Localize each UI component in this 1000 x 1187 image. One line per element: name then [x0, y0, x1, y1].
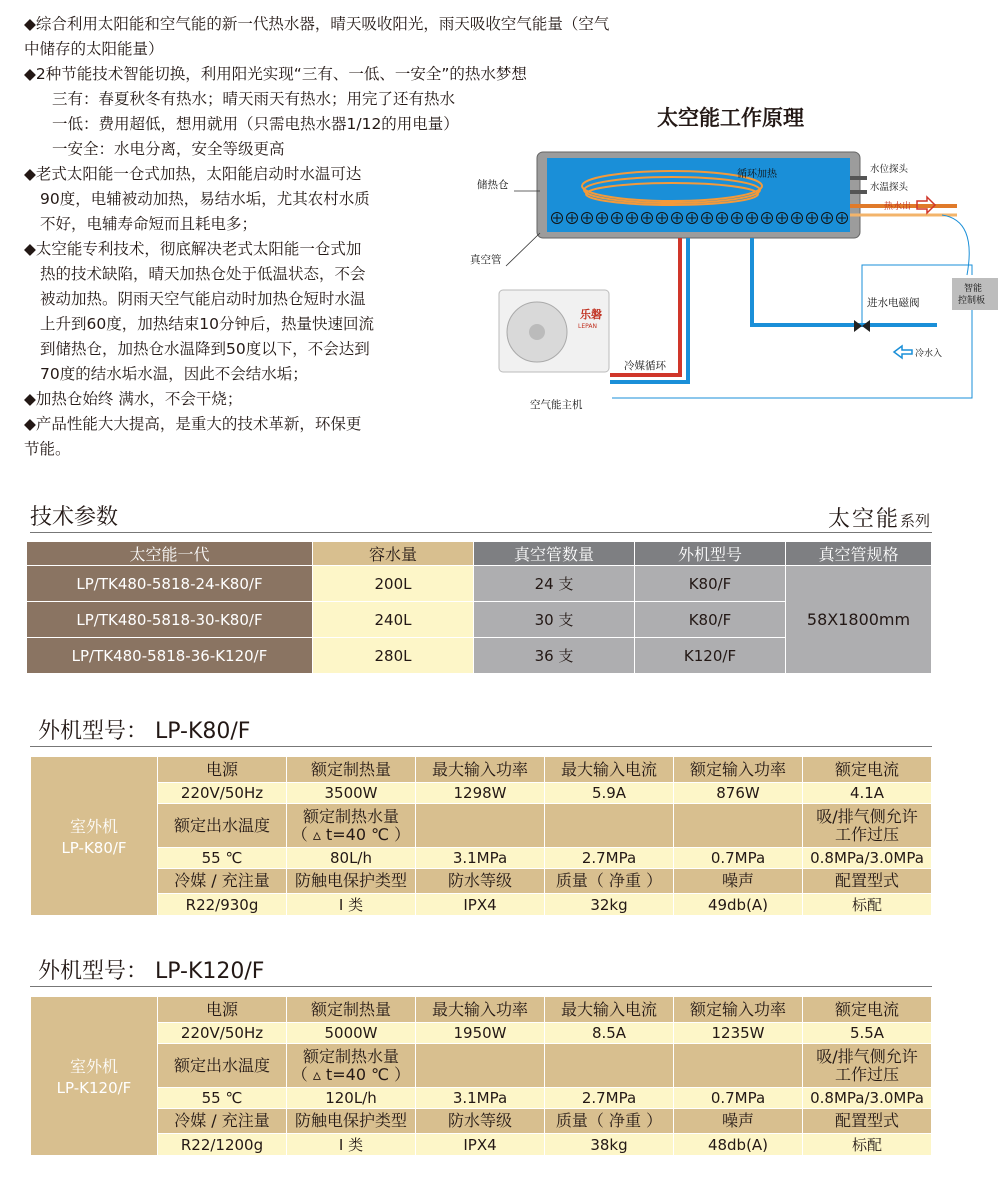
param-value: 4.1A: [803, 783, 932, 804]
cold-in-arrow-icon: [894, 346, 912, 358]
model-cell: LP/TK480-5818-36-K120/F: [27, 638, 313, 674]
vacuum-tube-label: 真空管: [470, 254, 502, 266]
param-value: 5.5A: [803, 1023, 932, 1044]
param-value: 48db(A): [674, 1134, 803, 1156]
outdoor-unit-main: 室外机: [69, 1057, 118, 1076]
tech-table: [26, 541, 932, 674]
param-value: I 类: [287, 1134, 416, 1156]
intro-line: ◆太空能专利技术，彻底解决老式太阳能一仓式加: [24, 240, 362, 258]
param-label: 额定出水温度: [158, 1044, 287, 1088]
host-label: 空气能主机: [530, 399, 583, 411]
param-label: 电源: [158, 997, 287, 1023]
capacity-cell: 240L: [313, 602, 474, 638]
param-value: 5.9A: [545, 783, 674, 804]
intro-line: 90度，电辅被动加热，易结水垢，尤其农村水质: [40, 190, 370, 208]
param-value: 55 ℃: [158, 848, 287, 869]
series-label: 太空能系列: [827, 507, 930, 532]
table-row: [31, 1134, 932, 1156]
param-value: I 类: [287, 894, 416, 916]
intro-line: ◆综合利用太阳能和空气能的新一代热水器，晴天吸收阳光，雨天吸收空气能量（空气中储存的太阳能量）: [24, 15, 610, 58]
param-label: 最大输入电流: [545, 997, 674, 1023]
intro-line: ◆2种节能技术智能切换，利用阳光实现“三有、一低、一安全”的热水梦想: [24, 65, 527, 83]
param-value: 1298W: [416, 783, 545, 804]
param-value: 32kg: [545, 894, 674, 916]
param-label: 额定制热水量 （ ▵ t=40 ℃ ）: [287, 1044, 416, 1088]
unit-k120-title: 外机型号： LP-K120/F: [38, 959, 265, 984]
intro-line: 一安全：水电分离，安全等级更高: [52, 140, 285, 158]
param-label: 额定输入功率: [674, 997, 803, 1023]
param-label: 防触电保护类型: [287, 1109, 416, 1134]
param-value: 220V/50Hz: [158, 783, 287, 804]
param-label: 质量（ 净重 ）: [545, 869, 674, 894]
outdoor-unit-main: 室外机: [69, 817, 118, 836]
refrigerant-loop-label: 冷媒循环: [624, 360, 666, 372]
tube-spec-cell: 58X1800mm: [786, 566, 932, 674]
diagram-title: 太空能工作原理: [657, 106, 804, 130]
param-label: 额定制热量: [287, 757, 416, 783]
loop-label: 循环加热: [737, 169, 777, 180]
outdoor-unit-label: [31, 757, 158, 916]
param-value: 5000W: [287, 1023, 416, 1044]
param-label: [416, 1044, 545, 1088]
param-label: 额定电流: [803, 757, 932, 783]
param-label: 噪声: [674, 869, 803, 894]
param-value: IPX4: [416, 1134, 545, 1156]
controller-label-1: 智能: [964, 284, 983, 294]
param-label: 最大输入电流: [545, 757, 674, 783]
param-value: R22/930g: [158, 894, 287, 916]
param-label: 冷媒 / 充注量: [158, 869, 287, 894]
intro-line: ◆老式太阳能一仓式加热，太阳能启动时水温可达: [24, 165, 362, 183]
param-label: 质量（ 净重 ）: [545, 1109, 674, 1134]
intro-line: 热的技术缺陷，晴天加热仓处于低温状态，不会: [40, 265, 366, 283]
brand-logo: 乐磐: [580, 308, 602, 321]
param-label: 配置型式: [803, 1109, 932, 1134]
table-row: [31, 1044, 932, 1088]
table-row: [31, 997, 932, 1023]
cold-water-in-label: 冷水入: [915, 349, 943, 359]
model-cell: LP/TK480-5818-24-K80/F: [27, 566, 313, 602]
capacity-cell: 200L: [313, 566, 474, 602]
outdoor-unit-label: [31, 997, 158, 1156]
param-value: 8.5A: [545, 1023, 674, 1044]
param-value: 0.7MPa: [674, 1088, 803, 1109]
storage-label: 储热仓: [477, 179, 509, 191]
param-value: 2.7MPa: [545, 848, 674, 869]
col-header-model: 太空能一代: [27, 542, 313, 566]
col-header-outdoor-model: 外机型号: [635, 542, 786, 566]
param-value: 49db(A): [674, 894, 803, 916]
intro-line: 上升到60度，加热结束10分钟后，热量快速回流: [40, 315, 374, 333]
param-value: IPX4: [416, 894, 545, 916]
param-value: 55 ℃: [158, 1088, 287, 1109]
param-value: R22/1200g: [158, 1134, 287, 1156]
param-value: 876W: [674, 783, 803, 804]
param-label: 额定电流: [803, 997, 932, 1023]
param-label: 防触电保护类型: [287, 869, 416, 894]
param-label: 冷媒 / 充注量: [158, 1109, 287, 1134]
param-value: 标配: [803, 894, 932, 916]
unit-k80-table: [30, 756, 932, 916]
intro-line: 被动加热。阴雨天空气能启动时加热仓短时水温: [40, 290, 366, 308]
param-value: 220V/50Hz: [158, 1023, 287, 1044]
param-value: 80L/h: [287, 848, 416, 869]
unit-k80-title: 外机型号： LP-K80/F: [38, 719, 251, 744]
table-row: [31, 804, 932, 848]
unit-k80-divider: [30, 746, 932, 747]
table-row: [31, 894, 932, 916]
unit-k120-table: [30, 996, 932, 1156]
table-row: [31, 848, 932, 869]
working-principle-diagram: [462, 100, 1000, 430]
param-label: 额定制热水量 （ ▵ t=40 ℃ ）: [287, 804, 416, 848]
col-header-capacity: 容水量: [313, 542, 474, 566]
param-value: 1950W: [416, 1023, 545, 1044]
param-value: 2.7MPa: [545, 1088, 674, 1109]
param-label: 电源: [158, 757, 287, 783]
unit-k120-divider: [30, 986, 932, 987]
outdoor-model-cell: K80/F: [635, 566, 786, 602]
intro-line: 三有：春夏秋冬有热水；晴天雨天有热水；用完了还有热水: [52, 90, 456, 108]
param-value: 0.8MPa/3.0MPa: [803, 848, 932, 869]
param-label: 额定出水温度: [158, 804, 287, 848]
controller-label-2: 控制板: [958, 296, 986, 306]
col-header-tube-spec: 真空管规格: [786, 542, 932, 566]
outdoor-unit-model: LP-K80/F: [61, 839, 127, 857]
param-label: 配置型式: [803, 869, 932, 894]
param-label: 额定输入功率: [674, 757, 803, 783]
temp-probe-label: 水温探头: [870, 182, 909, 193]
intro-line: 不好，电辅寿命短而且耗电多；: [40, 215, 258, 233]
param-label: [545, 804, 674, 848]
table-row: [31, 1088, 932, 1109]
param-label: 吸/排气侧允许 工作过压: [803, 804, 932, 848]
tech-section-title: 技术参数: [30, 505, 119, 530]
table-row: [27, 566, 932, 602]
param-value: 1235W: [674, 1023, 803, 1044]
capacity-cell: 280L: [313, 638, 474, 674]
param-value: 0.7MPa: [674, 848, 803, 869]
model-cell: LP/TK480-5818-30-K80/F: [27, 602, 313, 638]
col-header-tube-count: 真空管数量: [474, 542, 635, 566]
param-label: [416, 804, 545, 848]
table-row: [31, 1109, 932, 1134]
param-label: [674, 804, 803, 848]
brand-logo-en: LEPAN: [578, 323, 597, 330]
table-row: [31, 757, 932, 783]
param-label: 防水等级: [416, 869, 545, 894]
intro-line: 节能。: [24, 440, 71, 458]
intro-line: ◆加热仓始终 满水，不会干烧；: [24, 390, 243, 408]
intro-line: 70度的结水垢水温，因此不会结水垢；: [40, 365, 308, 383]
outdoor-model-cell: K80/F: [635, 602, 786, 638]
param-label: 噪声: [674, 1109, 803, 1134]
intro-line: 到储热仓，加热仓水温降到50度以下，不会达到: [40, 340, 370, 358]
outdoor-unit-model: LP-K120/F: [56, 1079, 132, 1097]
param-label: 最大输入功率: [416, 997, 545, 1023]
outdoor-model-cell: K120/F: [635, 638, 786, 674]
param-value: 120L/h: [287, 1088, 416, 1109]
param-label: 防水等级: [416, 1109, 545, 1134]
param-label: 额定制热量: [287, 997, 416, 1023]
param-label: [674, 1044, 803, 1088]
tube-count-cell: 36 支: [474, 638, 635, 674]
param-label: 吸/排气侧允许 工作过压: [803, 1044, 932, 1088]
param-label: 最大输入功率: [416, 757, 545, 783]
table-row: [31, 783, 932, 804]
table-row: [31, 869, 932, 894]
tube-count-cell: 24 支: [474, 566, 635, 602]
valve-label: 进水电磁阀: [867, 297, 920, 309]
tech-divider: [30, 532, 932, 533]
intro-line: ◆产品性能大大提高，是重大的技术革新，环保更: [24, 415, 362, 433]
param-value: 3500W: [287, 783, 416, 804]
tube-count-cell: 30 支: [474, 602, 635, 638]
hot-water-out-label: 热水出: [884, 202, 912, 212]
param-value: 3.1MPa: [416, 1088, 545, 1109]
param-value: 38kg: [545, 1134, 674, 1156]
table-row: [31, 1023, 932, 1044]
param-label: [545, 1044, 674, 1088]
level-probe-label: 水位探头: [870, 164, 909, 175]
param-value: 3.1MPa: [416, 848, 545, 869]
param-value: 标配: [803, 1134, 932, 1156]
param-value: 0.8MPa/3.0MPa: [803, 1088, 932, 1109]
intro-line: 一低：费用超低，想用就用（只需电热水器1/12的用电量）: [52, 115, 459, 133]
